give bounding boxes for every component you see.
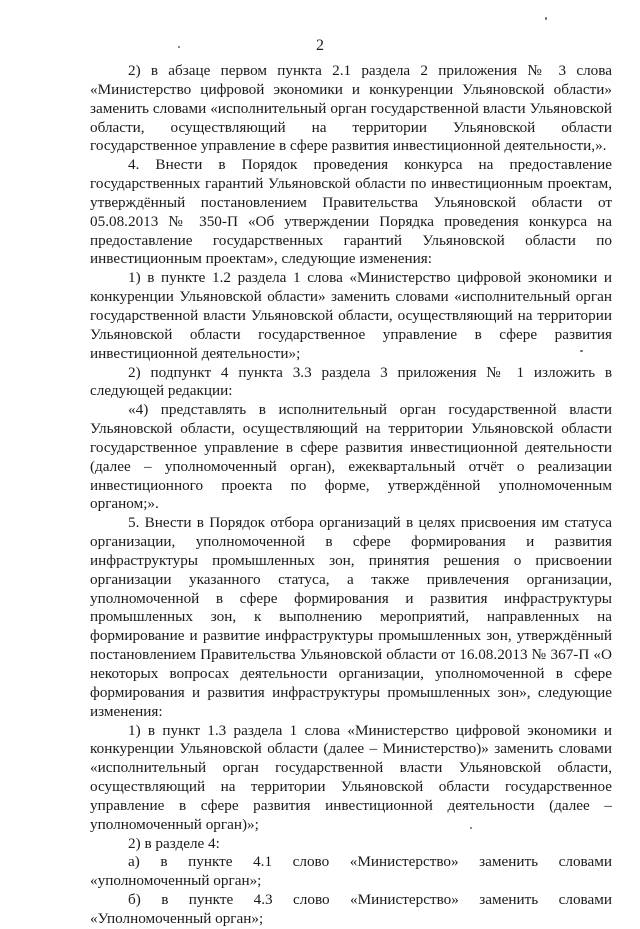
paragraph-item-3-3: 2) подпункт 4 пункта 3.3 раздела 3 приложения № 1 изложить в следующей редакции: <box>90 363 612 400</box>
page-number: 2 <box>316 37 324 54</box>
scan-speck <box>470 827 472 829</box>
paragraph-section-4: 4. Внести в Порядок проведения конкурса на предоставление государственных гарантий Ульяновской области по инвестиционным проектам, утверждённый постановлением Правительства Ульяновской области от 05.08.2013 № 350-П «Об утверждении Порядка проведения конкурса на предоставление государственных гарантий Ульяновской области по инвестиционным проектам», следующие изменения: <box>90 156 612 268</box>
scan-speck <box>580 350 583 352</box>
document-body <box>90 62 612 929</box>
paragraph-item-1-2: 1) в пункте 1.2 раздела 1 слова «Министерство цифровой экономики и конкуренции Ульяновской области» заменить словами «исполнительный орган государственной власти Ульяновской области, осуществляющий на территории Ульяновской области государственное управление в сфере развития инвестиционной деятельности»; <box>90 269 612 362</box>
scan-speck <box>545 17 547 20</box>
scan-speck <box>178 46 180 48</box>
paragraph-item-4-3: б) в пункте 4.3 слово «Министерство» заменить словами «Уполномоченный орган»; <box>90 891 612 927</box>
paragraph-item-2-2-1: 2) в абзаце первом пункта 2.1 раздела 2 приложения № 3 слова «Министерство цифровой экономики и конкуренции Ульяновской области» заменить словами «исполнительный орган государственной власти Ульяновской области, осуществляющий на территории Ульяновской области государственное управление в сфере развития инвестиционной деятельности,». <box>90 62 612 155</box>
paragraph-item-4-1: а) в пункте 4.1 слово «Министерство» заменить словами «уполномоченный орган»; <box>90 853 612 890</box>
paragraph-section-4-heading: 2) в разделе 4: <box>128 834 220 852</box>
paragraph-section-5: 5. Внести в Порядок отбора организаций в целях присвоения им статуса организации, уполномоченной в сфере формирования и развития инфраструктуры промышленных зон, принятия решения о присвоении организации указанного статуса, а также привлечения организации, уполномоченной в сфере формирования и развития инфраструктуры промышленных зон, к выполнению мероприятий, направленных на формирование и развитие инфраструктуры промышленных зон, утверждённый постановлением Правительства Ульяновской области от 16.08.2013 № 367-П «О некоторых вопросах деятельности организации, уполномоченной в сфере формирования и развития инфраструктуры промышленных зон», следующие изменения: <box>90 514 612 720</box>
paragraph-item-1-3: 1) в пункт 1.3 раздела 1 слова «Министерство цифровой экономики и конкуренции Ульяновской области (далее – Министерство)» заменить словами «исполнительный орган государственной власти Ульяновской области, осуществляющий на территории Ульяновской области государственное управление в сфере развития инвестиционной деятельности (далее – уполномоченный орган)»; <box>90 721 612 833</box>
paragraph-quoted-subitem-4: «4) представлять в исполнительный орган государственной власти Ульяновской области, осуществляющий на территории Ульяновской области государственное управление в сфере развития инвестиционной деятельности (далее – уполномоченный орган), ежеквартальный отчёт о реализации инвестиционного проекта по форме, утверждённой уполномоченным органом;». <box>90 401 612 513</box>
